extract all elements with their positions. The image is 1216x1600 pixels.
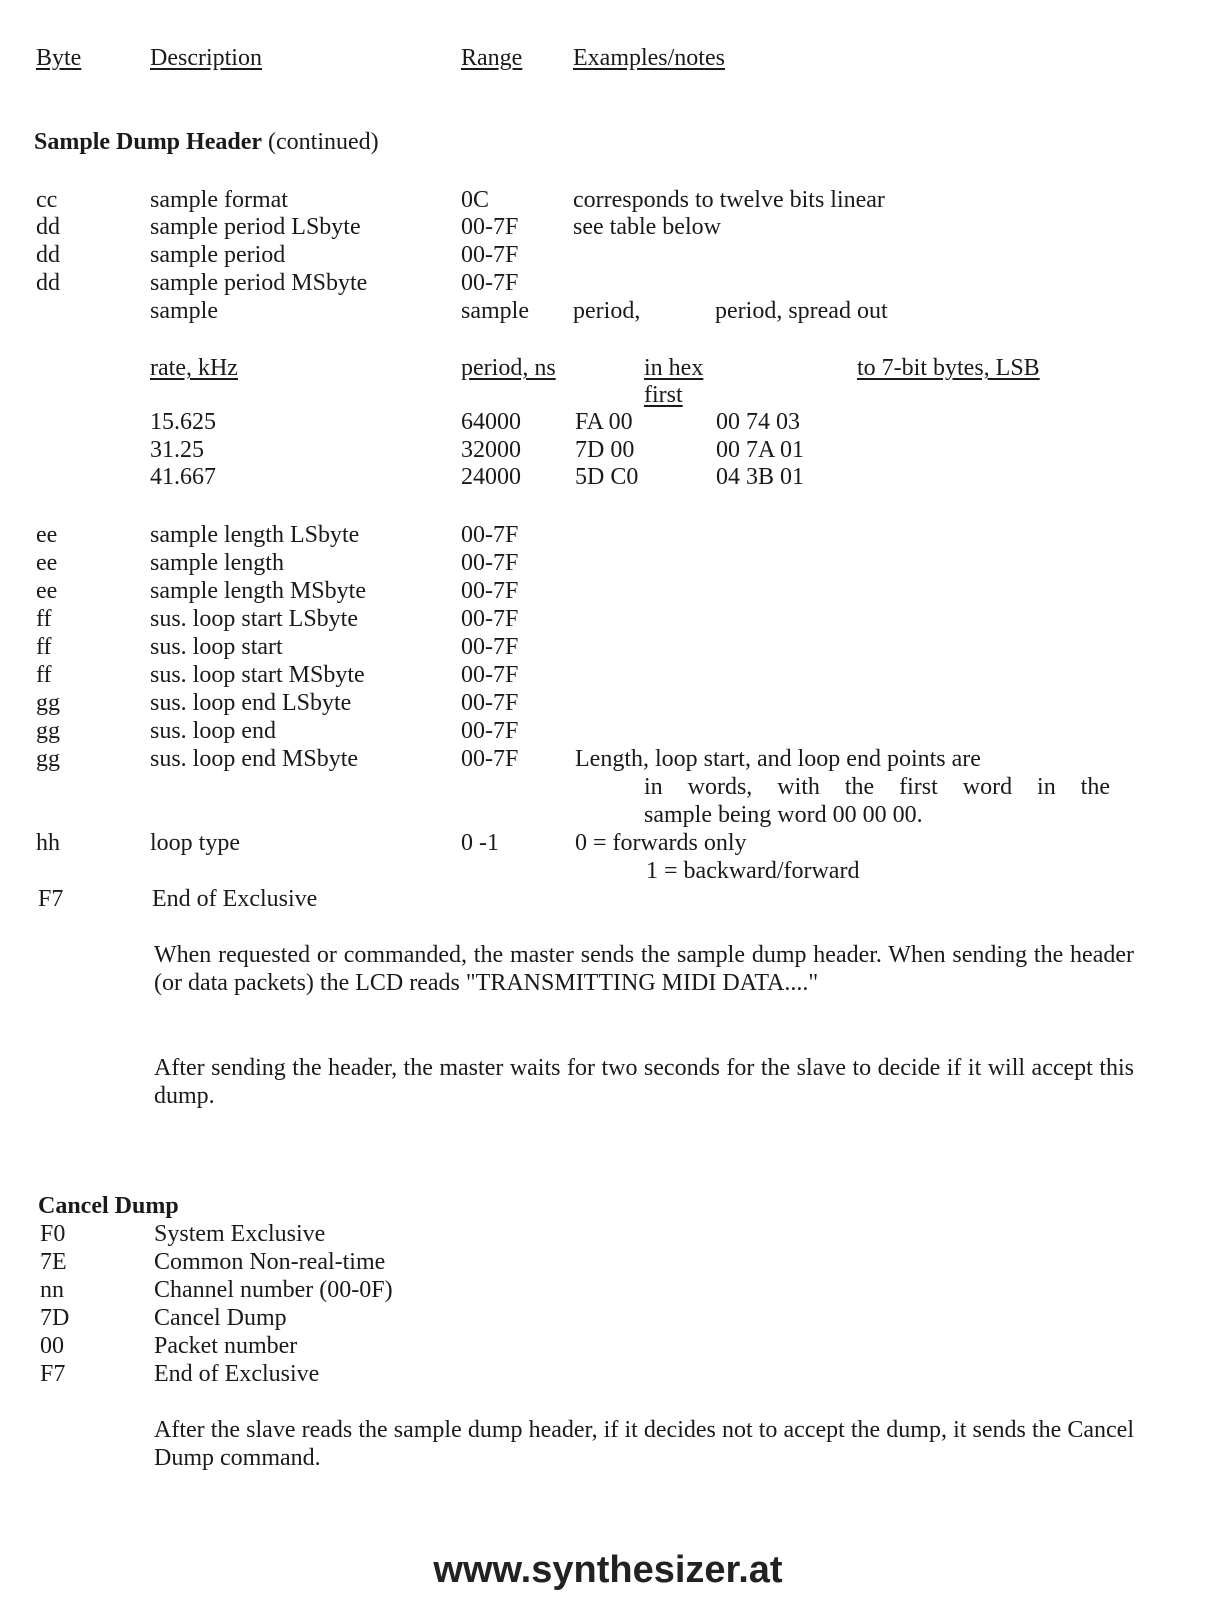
subtable-rate: 15.625 [150,409,216,435]
row-range: 00-7F [461,634,519,660]
subtable-ns: 32000 [461,437,521,463]
row-desc: Packet number [154,1333,298,1359]
row-desc: sample length LSbyte [150,522,360,548]
row-range: 00-7F [461,550,519,576]
row-range: 0 -1 [461,830,499,856]
row-range: 00-7F [461,718,519,744]
subtable-head1-hex: period, [573,298,641,324]
subtable-head2-rate: rate, kHz [150,355,238,381]
section-title-rest: (continued) [262,129,379,155]
row-range: 00-7F [461,746,519,772]
paragraph-cancel: After the slave reads the sample dump header, if it decides not to accept the dump, it sends the Cancel Dump command. [154,1417,1134,1471]
row-desc: sample length MSbyte [150,578,366,604]
subtable-head1-spread: period, spread out [715,298,888,324]
row-desc: sus. loop start [150,634,283,660]
subtable-rate: 41.667 [150,464,216,490]
row-byte: hh [36,830,60,856]
row-desc: System Exclusive [154,1221,326,1247]
row-byte: dd [36,270,60,296]
subtable-head1-period: sample [461,298,529,324]
loop-note-line: in words, with the first word in the [644,774,1110,800]
row-desc: sus. loop start MSbyte [150,662,365,688]
subtable-spread: 00 74 03 [716,409,800,435]
row-note: 1 = backward/forward [646,858,860,884]
row-note: 0 = forwards only [575,830,747,856]
subtable-head2-first: first [644,382,683,408]
paragraph-transmit: When requested or commanded, the master sends the sample dump header. When sending the header (or data packets) the LCD reads "TRANSMITTING MIDI DATA...." [154,942,1134,996]
subtable-head2-hex: in hex [644,355,704,381]
row-range: 00-7F [461,662,519,688]
row-byte: nn [40,1277,64,1303]
row-byte: ff [36,606,52,632]
section-title-bold: Sample Dump Header [34,129,262,155]
row-byte: 7E [40,1249,67,1275]
row-desc: loop type [150,830,240,856]
header-byte: Byte [36,45,82,71]
row-desc: sus. loop end LSbyte [150,690,352,716]
subtable-spread: 00 7A 01 [716,437,805,463]
row-range: 00-7F [461,578,519,604]
row-desc: sus. loop end MSbyte [150,746,359,772]
row-byte: gg [36,718,60,744]
row-desc: sample period [150,242,286,268]
row-byte: ff [36,662,52,688]
row-range: 00-7F [461,690,519,716]
row-range: 00-7F [461,606,519,632]
row-byte: 00 [40,1333,64,1359]
row-byte: ee [36,522,58,548]
row-byte: 7D [40,1305,70,1331]
row-range: 00-7F [461,522,519,548]
paragraph-wait: After sending the header, the master waits for two seconds for the slave to decide if it will accept this dump. [154,1055,1134,1109]
subtable-ns: 24000 [461,464,521,490]
row-desc: sample period LSbyte [150,214,361,240]
cancel-dump-title: Cancel Dump [38,1193,179,1219]
row-note: see table below [573,214,721,240]
subtable-head2-period: period, ns [461,355,556,381]
row-byte: cc [36,187,58,213]
subtable-hex: 5D C0 [575,464,639,490]
row-byte: gg [36,690,60,716]
row-desc: sample period MSbyte [150,270,368,296]
row-desc: sus. loop start LSbyte [150,606,358,632]
section-title [34,128,379,156]
row-note: corresponds to twelve bits linear [573,187,885,213]
subtable-hex: 7D 00 [575,437,635,463]
row-desc: Common Non-real-time [154,1249,386,1275]
row-range: 00-7F [461,270,519,296]
subtable-head2-spread: to 7-bit bytes, LSB [857,355,1040,381]
row-desc: Cancel Dump [154,1305,287,1331]
row-byte: dd [36,242,60,268]
header-description: Description [150,45,262,71]
row-range: 0C [461,187,490,213]
row-desc: sample format [150,187,288,213]
row-byte: ee [36,578,58,604]
subtable-head1-rate: sample [150,298,218,324]
row-byte: F7 [38,886,64,912]
row-range: 00-7F [461,214,519,240]
subtable-spread: 04 3B 01 [716,464,805,490]
row-desc: sus. loop end [150,718,276,744]
subtable-ns: 64000 [461,409,521,435]
row-range: 00-7F [461,242,519,268]
subtable-hex: FA 00 [575,409,633,435]
footer-watermark-url: www.synthesizer.at [433,1549,783,1591]
header-range: Range [461,45,523,71]
row-desc: Channel number (00-0F) [154,1277,393,1303]
row-desc: End of Exclusive [154,1361,320,1387]
subtable-rate: 31.25 [150,437,204,463]
row-byte: F0 [40,1221,66,1247]
row-byte: ff [36,634,52,660]
header-examples: Examples/notes [573,45,725,71]
row-byte: gg [36,746,60,772]
row-byte: dd [36,214,60,240]
loop-note-line: sample being word 00 00 00. [644,802,923,828]
row-desc: End of Exclusive [152,886,318,912]
loop-note-line: Length, loop start, and loop end points are [575,746,981,772]
row-byte: ee [36,550,58,576]
row-desc: sample length [150,550,284,576]
row-byte: F7 [40,1361,66,1387]
